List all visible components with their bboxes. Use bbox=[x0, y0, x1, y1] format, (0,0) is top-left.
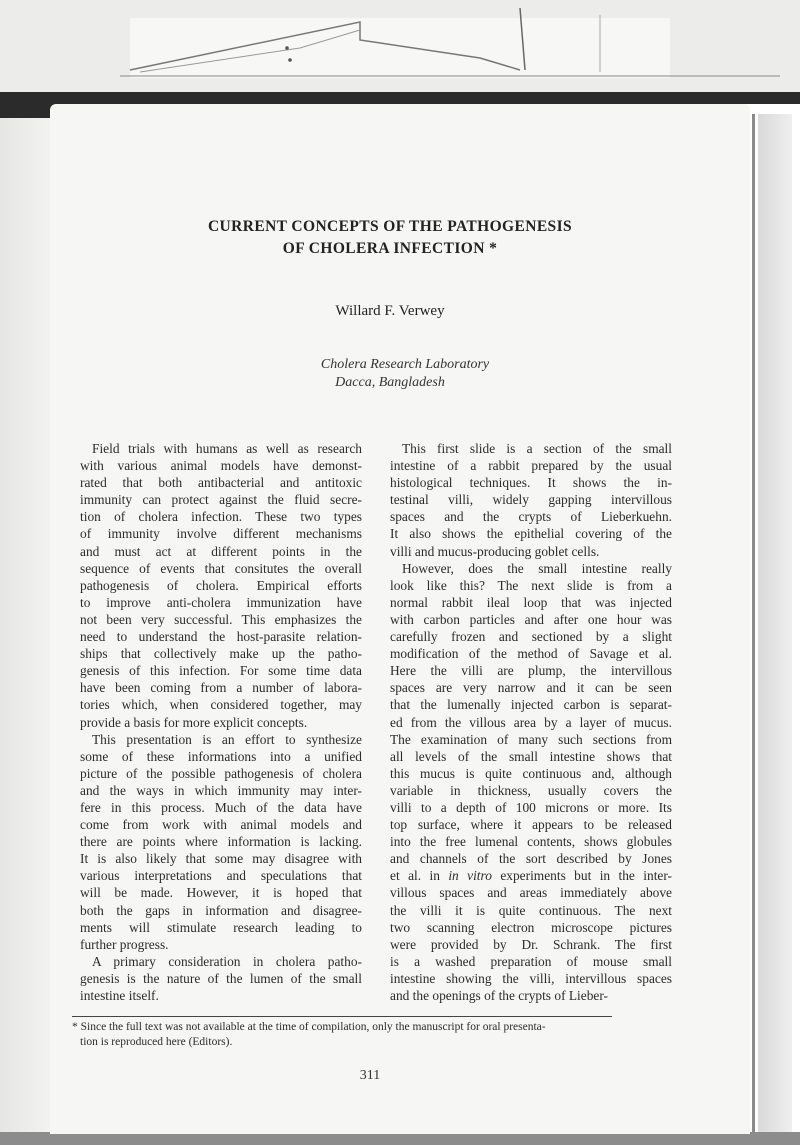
affiliation-line-1: Cholera Research Laboratory bbox=[320, 357, 490, 372]
text-line: with carbon particles and after one hour was bbox=[390, 611, 672, 627]
text-line: not been very successful. This emphasizes the bbox=[80, 611, 362, 627]
text-line: The examination of many such sections from bbox=[390, 731, 672, 747]
text-line: modification of the method of Savage et al. bbox=[390, 646, 672, 662]
scanner-top-edge bbox=[0, 0, 800, 92]
text-line: rated that both antibacterial and antitoxic bbox=[80, 475, 362, 491]
text-line: intestine itself. bbox=[80, 988, 159, 1003]
text-line: all levels of the small intestine shows that bbox=[390, 748, 672, 764]
text-line: various interpretations and speculations that bbox=[80, 868, 362, 884]
affiliation-line-2: Dacca, Bangladesh bbox=[335, 375, 445, 390]
footnote-line-1: * Since the full text was not available at the time of compilation, only the manuscript for oral presenta- bbox=[72, 1021, 546, 1033]
text-line: normal rabbit ileal loop that was injected bbox=[390, 594, 672, 610]
text-line: picture of the possible pathogenesis of cholera bbox=[80, 765, 362, 781]
text-line: two scanning electron microscope pictures bbox=[390, 919, 672, 935]
text-line: carefully frozen and sectioned by a slight bbox=[390, 629, 672, 645]
text-line: both the gaps in information and disagree- bbox=[80, 902, 362, 918]
text-line: look like this? The next slide is from a bbox=[390, 577, 672, 593]
text-line: and the ways in which immunity may inter- bbox=[80, 782, 362, 798]
text-line: immunity can protect against the fluid secre- bbox=[80, 492, 362, 508]
article-title-line-1: CURRENT CONCEPTS OF THE PATHOGENESIS bbox=[207, 218, 573, 235]
text-line: pathogenesis of cholera. Empirical efforts bbox=[80, 577, 362, 593]
text-line: sequence of events that consitutes the overall bbox=[80, 560, 362, 576]
body-column-left bbox=[80, 440, 362, 1004]
text-line: to improve anti-cholera immunization have bbox=[80, 594, 362, 610]
text-line: tion of cholera infection. These two types bbox=[80, 509, 362, 525]
text-line: and channels of the sort described by Jones bbox=[390, 851, 672, 867]
text-line: ships that collectively make up the patho- bbox=[80, 646, 362, 662]
text-line: testinal villi, widely gapping intervillous bbox=[390, 492, 672, 508]
footnote bbox=[72, 1020, 632, 1050]
text-line: intestine showing the villi, intervillous spaces bbox=[390, 970, 672, 986]
text-line: villi and mucus-producing goblet cells. bbox=[390, 543, 600, 559]
text-line: top surface, where it appears to be released bbox=[390, 817, 672, 833]
text-line: tories which, when considered together, may bbox=[80, 697, 362, 713]
text-line: villous spaces and areas immediately above bbox=[390, 885, 672, 901]
body-column-right bbox=[390, 440, 672, 1004]
edge-band bbox=[758, 114, 792, 1144]
text-line: spaces are very narrow and it can be seen bbox=[390, 680, 672, 696]
text-line: villi to a depth of 100 microns or more. Its bbox=[390, 799, 672, 815]
book-spine-graphic bbox=[0, 0, 800, 92]
text-line: of immunity involve different mechanisms bbox=[80, 526, 362, 542]
text-line: and the openings of the crypts of Lieber- bbox=[390, 988, 609, 1003]
text-line: This first slide is a section of the small bbox=[402, 441, 672, 456]
text-line: that the lumenally injected carbon is separat- bbox=[390, 697, 672, 713]
text-line: some of these informations into a unified bbox=[80, 748, 362, 764]
text-line: variable in thickness, usually covers the bbox=[390, 782, 672, 798]
text-line: further progress. bbox=[80, 936, 169, 952]
text-line: Field trials with humans as well as research bbox=[92, 441, 362, 456]
text-line: need to understand the host-parasite relation- bbox=[80, 629, 362, 645]
text-line: histological techniques. It shows the in- bbox=[390, 475, 672, 491]
text-line: Here the villi are plump, the intervillous bbox=[390, 663, 672, 679]
text-line: into the free lumenal contents, shows globules bbox=[390, 834, 672, 850]
text-line: with various animal models have demonst- bbox=[80, 458, 362, 474]
text-line: provide a basis for more explicit concepts. bbox=[80, 714, 308, 730]
page-left-shadow bbox=[0, 118, 50, 1145]
text-line: and must act at different points in the bbox=[80, 543, 362, 559]
edge-band bbox=[752, 114, 755, 1144]
text-line: genesis is the nature of the lumen of the small bbox=[80, 970, 362, 986]
text-line: genesis of this infection. For some time data bbox=[80, 663, 362, 679]
footnote-line-2: tion is reproduced here (Editors). bbox=[80, 1036, 233, 1048]
footnote-divider bbox=[72, 1016, 612, 1017]
text-line: ments will stimulate research leading to bbox=[80, 919, 362, 935]
text-line: It is also likely that some may disagree with bbox=[80, 851, 362, 867]
text-line: intestine of a rabbit prepared by the usual bbox=[390, 458, 672, 474]
text-line: spaces and the crypts of Lieberkuehn. bbox=[390, 509, 672, 525]
article-title-line-2: OF CHOLERA INFECTION * bbox=[282, 240, 498, 257]
text-line: is a washed preparation of mouse small bbox=[390, 953, 672, 969]
text-line: However, does the small intestine really bbox=[402, 560, 672, 576]
text-line: this mucus is quite continuous and, although bbox=[390, 765, 672, 781]
text-line: This presentation is an effort to synthesize bbox=[92, 731, 362, 747]
italic-term: in vitro bbox=[448, 868, 492, 884]
text-line: A primary consideration in cholera patho- bbox=[92, 953, 362, 969]
text-line: were provided by Dr. Schrank. The first bbox=[390, 936, 672, 952]
text-line: fere in this process. Much of the data have bbox=[80, 799, 362, 815]
text-line: It also shows the epithelial covering of the bbox=[390, 526, 672, 542]
text-line: have been coming from a number of labora- bbox=[80, 680, 362, 696]
text-line: come from work with animal models and bbox=[80, 817, 362, 833]
text-line: ed from the villous area by a layer of mucus. bbox=[390, 714, 672, 730]
page-number: 311 bbox=[359, 1068, 381, 1083]
author-name: Willard F. Verwey bbox=[335, 303, 445, 319]
text-line: there are points where information is lacking. bbox=[80, 834, 362, 850]
text-line: the villi it is quite continuous. The next bbox=[390, 902, 672, 918]
text-line: et al. in in vitro experiments but in the inter- bbox=[390, 868, 673, 884]
text-line: will be made. However, it is hoped that bbox=[80, 885, 362, 901]
